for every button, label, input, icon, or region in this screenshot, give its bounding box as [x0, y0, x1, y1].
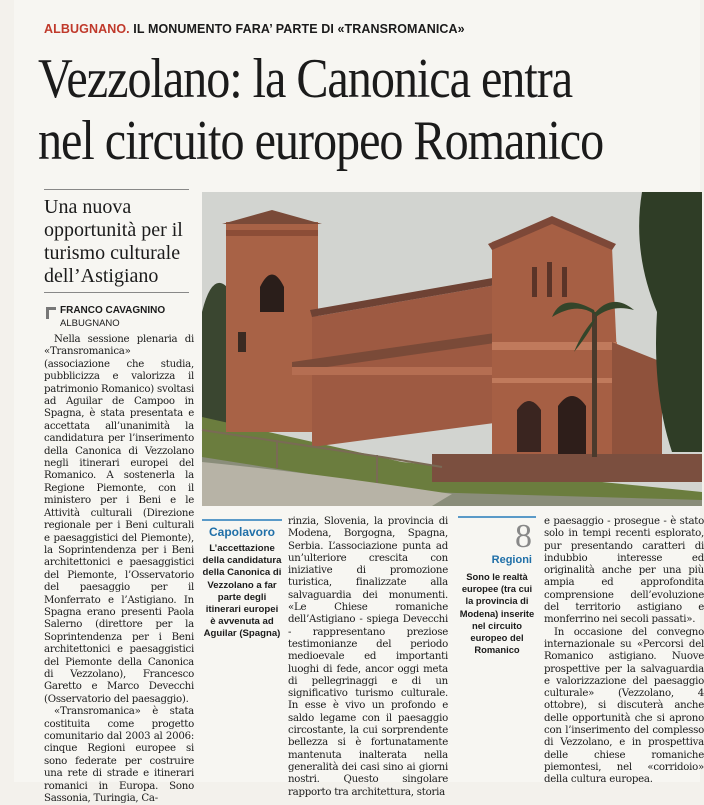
divider [44, 189, 189, 190]
article-column-1 [44, 334, 194, 805]
kicker [44, 22, 465, 36]
sidebar-text: L’accettazione della candidatura della Canonica di Vezzolano a far parte degli itinerari europei è avvenuta ad Aguilar (Spagna) [202, 543, 282, 640]
church-photo-icon [202, 192, 702, 506]
byline-location: ALBUGNANO [60, 318, 120, 329]
article-column-3 [544, 516, 704, 787]
headline [38, 48, 614, 172]
sidebar-title: Capolavoro [208, 525, 275, 539]
sidebar-capolavoro [202, 525, 282, 641]
sidebar-number: 8 [515, 518, 532, 555]
subheadline: Una nuova opportunità per il turismo culturale dell’Astigiano [44, 196, 183, 287]
divider [44, 292, 189, 293]
byline-corner-mark [46, 307, 56, 319]
article-column-2: rinzia, Slovenia, la provincia di Modena, Borgogna, Spagna, Serbia. L’associazione punta ad un’ulteriore crescita con iniziative di promozione turistica, finalizzate alla salvaguardia dei monumenti. «Le Chiese romaniche dell’Astigiano - spiega Devecchi - rappresentano preziose testimonianze del periodo medioevale ed importanti luoghi di fede, ancor oggi meta di pellegrinaggi e di un significativo turismo culturale. In esse è vivo un profondo e saldo legame con il paesaggio circostante, la cui sorprendente bellezza si è fortunatamente mantenuta inalterata nella generalità dei casi sino ai giorni nostri. Questo singolare rapporto tra architettura, storia [288, 516, 448, 798]
sidebar-rule [202, 519, 282, 521]
newspaper-page [14, 0, 704, 805]
paragraph: Nella sessione plenaria di «Transromanica» (associazione che studia, pubblicizza e valorizza il patrimonio Romanico) svoltasi ad Aguilar de Campoo in Spagna, è stata presentata e accettata all’unanimità la candidatura per l’inserimento della Canonica di Vezzolano negli itinerari europei del Romanico. A sostenerla la Regione Piemonte, con il ministero per i Beni e le Attività culturali (Direzione regionale per i Beni culturali e paesaggistici del Piemonte), la Soprintendenza per i Beni architettonici e paesaggistici del Piemonte, l’Osservatorio del paesaggio per il Monferrato e l’Astigiano. In Spagna erano presenti Paola Salerno (direttore per la Soprintendenza per i Beni architettonici e paesaggistici del Piemonte della Canonica di Vezzolano), Francesco Garetto e Marco Devecchi (Osservatorio del paesaggio). [44, 334, 194, 705]
paragraph: In occasione del convegno internazionale su «Percorsi del Romanico astigiano. Nuove prospettive per la salvaguardia e valorizzazione del paesaggio culturale» (Vezzolano, 4 ottobre), si discuterà anche delle opportunità che si aprono con l’inserimento del complesso di Vezzolano, e in prospettiva delle chiese romaniche piemontesi, nel «corridoio» della cultura europea. [544, 626, 704, 786]
headline-line-2: nel circuito europeo Romanico [38, 110, 604, 172]
byline-author: FRANCO CAVAGNINO [60, 305, 166, 316]
paragraph: e paesaggio - prosegue - è stato solo in tempi recenti esplorato, pur presentando caratteri di indubbio interesse ed originalità anche per una più ampia ed approfondita comprensione dell’evoluzione del territorio astigiano e monferrino nei secoli passati». [544, 516, 704, 626]
kicker-place: ALBUGNANO. [44, 22, 130, 36]
sidebar-text: Sono le realtà europee (tra cui la provincia di Modena) inserite nel circuito europeo del Romanico [459, 571, 535, 656]
sidebar-title: Regioni [491, 554, 532, 566]
headline-line-1: Vezzolano: la Canonica entra [38, 48, 573, 110]
sidebar-regioni [458, 520, 536, 656]
paragraph: «Transromanica» è stata costituita come progetto comunitario dal 2003 al 2006: cinque Regioni europee si sono federate per costruire una rete di strade e itinerari romanici in Europa. Sono Sassonia, Turingia, Ca- [44, 706, 194, 805]
kicker-text: IL MONUMENTO FARA’ PARTE DI «TRANSROMANICA» [133, 22, 465, 36]
